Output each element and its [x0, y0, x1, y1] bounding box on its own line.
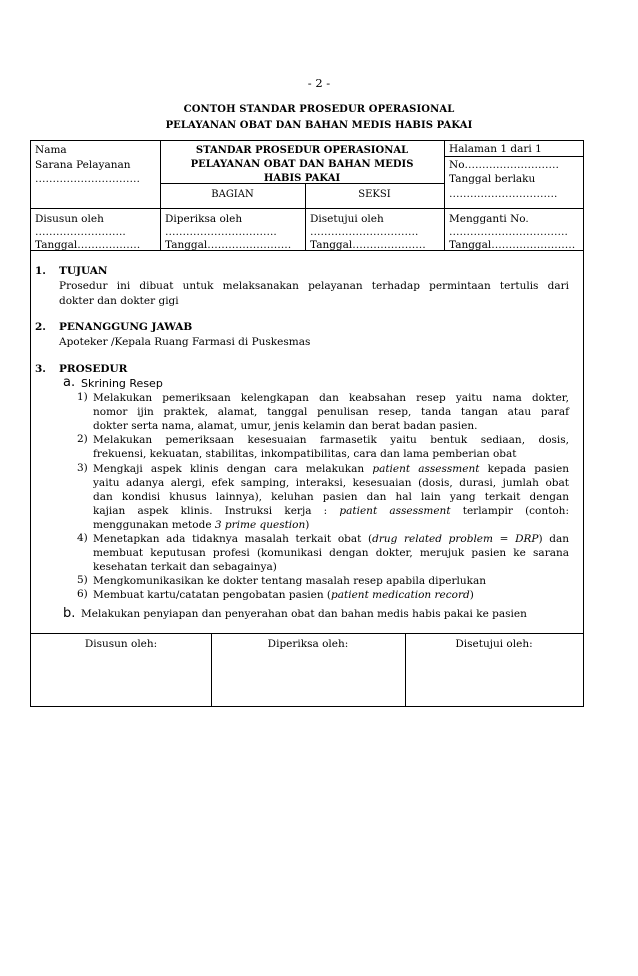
section-1-heading: TUJUAN [59, 265, 108, 277]
divider [31, 633, 583, 634]
item-4-text: kesehatan terkait dan sebagainya) [93, 561, 277, 573]
item-2-number: 2) [77, 433, 88, 445]
section-3-heading: PROSEDUR [59, 363, 128, 375]
document-title-line2: PELAYANAN OBAT DAN BAHAN MEDIS HABIS PAKAI [165, 120, 473, 131]
document-title-line1: CONTOH STANDAR PROSEDUR OPERASIONAL [183, 104, 455, 115]
disusun-oleh-value: …………………….. [35, 226, 126, 238]
item-3-text [93, 504, 569, 518]
divider [160, 208, 161, 250]
tanggal-berlaku-label: Tanggal berlaku [449, 173, 536, 185]
item-6-number: 6) [77, 588, 88, 600]
nomor-field: No……………………… [449, 159, 560, 171]
item-3-text-part: terlampir (contoh: [450, 505, 569, 517]
disusun-oleh-label: Disusun oleh [35, 213, 104, 225]
section-2-text: Apoteker /Kepala Ruang Farmasi di Puskesmas [59, 336, 311, 348]
item-3-text [93, 518, 569, 532]
section-2-heading: PENANGGUNG JAWAB [59, 321, 193, 333]
item-1-text: Melakukan pemeriksaan kelengkapan dan keabsahan resep yaitu nama dokter, [93, 392, 569, 404]
sarana-label: Sarana Pelayanan [35, 159, 131, 171]
item-3-text-part: ) [305, 519, 310, 531]
sop-title-line2: PELAYANAN OBAT DAN BAHAN MEDIS [190, 159, 414, 170]
item-5-number: 5) [77, 574, 88, 586]
item-1-text: nomor ijin praktek, alamat, tanggal penulisan resep, tanda tangan atau paraf [93, 406, 569, 418]
diperiksa-oleh-label: Diperiksa oleh [165, 213, 243, 225]
tanggal-berlaku-value: …………………………. [449, 188, 558, 200]
footer-disusun-oleh: Disusun oleh: [84, 638, 158, 650]
sarana-value: ………………………… [35, 173, 140, 185]
mengganti-tanggal: Tanggal…………………… [449, 239, 576, 251]
item-3-text-part: Mengkaji aspek klinis dengan cara melakukan [93, 463, 373, 475]
halaman-label: Halaman 1 dari 1 [449, 143, 542, 155]
subsection-b-title: Melakukan penyiapan dan penyerahan obat dan bahan medis habis pakai ke pasien [81, 608, 527, 620]
item-4-text [93, 532, 569, 546]
item-3-italic: patient assessment [339, 505, 451, 517]
subsection-a-title: Skrining Resep [81, 377, 163, 390]
item-3-text: yaitu adanya alergi, efek samping, interaksi, kesesuaian (dosis, durasi, jumlah obat [93, 477, 569, 489]
item-3-italic: 3 prime question [214, 519, 306, 531]
disetujui-tanggal: Tanggal………………… [310, 239, 426, 251]
item-4-text: membuat keputusan profesi (komunikasi dengan dokter, merujuk pasien ke sarana [93, 547, 569, 559]
item-2-text: Melakukan pemeriksaan kesesuaian farmasetik yaitu bentuk sediaan, dosis, [93, 434, 569, 446]
item-3-number: 3) [77, 462, 88, 474]
section-1-text: Prosedur ini dibuat untuk melaksanakan pelayanan terhadap permintaan tertulis dari [59, 280, 569, 292]
diperiksa-oleh-value: ………………………….. [165, 226, 277, 238]
item-2-text: frekuensi, kekuatan, stabilitas, inkompatibilitas, cara dan lama pemberian obat [93, 448, 517, 460]
seksi-label: SEKSI [358, 189, 391, 200]
item-4-italic: drug related problem = DRP [372, 533, 539, 545]
bagian-label: BAGIAN [211, 189, 254, 200]
footer-disetujui-oleh: Disetujui oleh: [455, 638, 533, 650]
item-3-italic: patient assessment [372, 463, 480, 475]
disusun-tanggal: Tanggal……………… [35, 239, 141, 251]
mengganti-no-label: Mengganti No. [449, 213, 529, 225]
page-number: - 2 - [307, 76, 331, 90]
item-4-text-part: ) dan [538, 533, 569, 545]
disetujui-oleh-value: …………………………. [310, 226, 419, 238]
item-6-text-part: Membuat kartu/catatan pengobatan pasien ( [93, 589, 332, 601]
mengganti-no-value: ……………………………. [449, 226, 568, 238]
divider [444, 156, 584, 157]
footer-diperiksa-oleh: Diperiksa oleh: [267, 638, 349, 650]
item-3-text [93, 462, 569, 476]
item-1-number: 1) [77, 391, 88, 403]
section-1-text: dokter dan dokter gigi [59, 295, 179, 307]
disetujui-oleh-label: Disetujui oleh [310, 213, 384, 225]
item-4-number: 4) [77, 532, 88, 544]
divider [444, 141, 445, 208]
nama-label: Nama [35, 144, 67, 156]
item-4-text-part: Menetapkan ada tidaknya masalah terkait obat ( [93, 533, 373, 545]
item-5-text: Mengkomunikasikan ke dokter tentang masalah resep apabila diperlukan [93, 575, 486, 587]
item-6-text-part: ) [469, 589, 474, 601]
sop-title-line1: STANDAR PROSEDUR OPERASIONAL [195, 145, 409, 156]
divider [444, 208, 445, 250]
sop-title-line3: HABIS PAKAI [263, 173, 341, 184]
sop-form [30, 140, 584, 707]
item-6-text [93, 588, 569, 602]
subsection-a-letter: a. [63, 375, 76, 390]
item-3-text: dan kondisi khusus lainnya), keluhan pasien dan hal lain yang terkait dengan [93, 491, 569, 503]
item-3-text-part: menggunakan metode [93, 519, 215, 531]
section-1-number: 1. [35, 265, 46, 277]
diperiksa-tanggal: Tanggal…………………… [165, 239, 292, 251]
divider [31, 208, 583, 209]
item-1-text: dokter serta nama, alamat, umur, jenis kelamin dan berat badan pasien. [93, 420, 478, 432]
section-2-number: 2. [35, 321, 46, 333]
divider [305, 208, 306, 250]
subsection-b-letter: b. [63, 606, 76, 621]
section-3-number: 3. [35, 363, 46, 375]
item-3-text-part: kepada pasien [479, 463, 569, 475]
item-6-italic: patient medication record [331, 589, 470, 601]
item-3-text-part: kajian aspek klinis. Instruksi kerja : [93, 505, 340, 517]
